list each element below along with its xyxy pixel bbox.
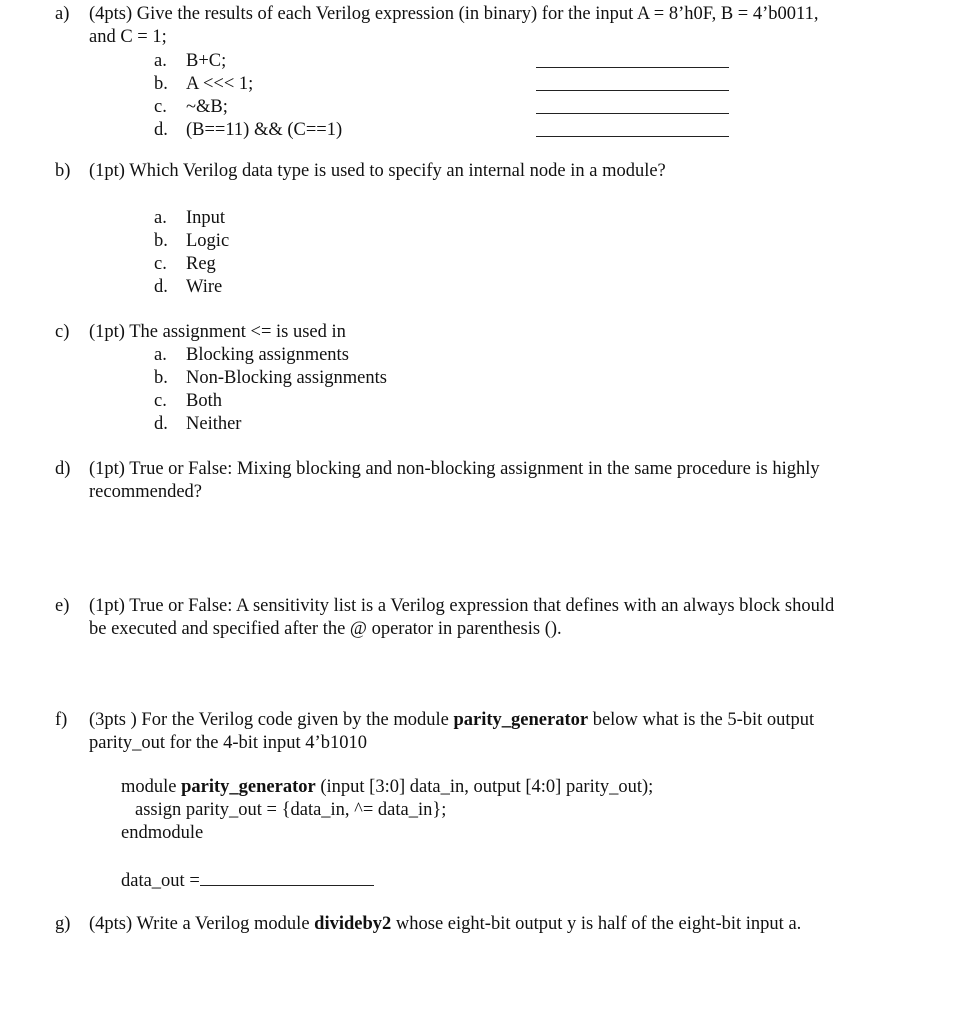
question-text: (1pt) True or False: A sensitivity list is a Verilog expression that defines with an always block should bbox=[89, 596, 835, 616]
option-text: Wire bbox=[186, 277, 223, 297]
module-name: divideby2 bbox=[314, 914, 392, 934]
question-number: g) bbox=[55, 914, 71, 934]
option-letter: d. bbox=[154, 414, 168, 434]
question-number: d) bbox=[55, 459, 71, 479]
question-g bbox=[55, 913, 955, 936]
question-number: f) bbox=[55, 710, 68, 730]
code-keyword: module bbox=[121, 777, 177, 797]
code-line-1 bbox=[121, 776, 653, 799]
option-text: (B==11) && (C==1) bbox=[186, 120, 343, 140]
option-text: B+C; bbox=[186, 51, 227, 71]
question-b bbox=[55, 160, 955, 183]
question-text-cont: be executed and specified after the @ operator in parenthesis (). bbox=[89, 619, 562, 639]
question-number: b) bbox=[55, 161, 71, 181]
question-text bbox=[89, 913, 955, 936]
question-text-post: below what is the 5-bit output bbox=[592, 710, 815, 730]
code-block bbox=[121, 776, 653, 845]
option-letter: b. bbox=[154, 74, 168, 94]
option-letter: d. bbox=[154, 277, 168, 297]
question-text-cont: and C = 1; bbox=[89, 27, 167, 47]
option-letter: a. bbox=[154, 345, 167, 365]
answer-blank[interactable] bbox=[536, 113, 729, 114]
option-text: Neither bbox=[186, 414, 242, 434]
option-text: Reg bbox=[186, 254, 216, 274]
answer-blank[interactable] bbox=[536, 67, 729, 68]
code-line-2: assign parity_out = {data_in, ^= data_in}; bbox=[135, 800, 447, 820]
option-text: Input bbox=[186, 208, 226, 228]
question-text-pre: (3pts ) For the Verilog code given by the module bbox=[89, 710, 449, 730]
option-letter: c. bbox=[154, 391, 167, 411]
code-module-name: parity_generator bbox=[181, 777, 316, 797]
option-letter: d. bbox=[154, 120, 168, 140]
option-letter: c. bbox=[154, 254, 167, 274]
question-number: a) bbox=[55, 4, 70, 24]
option-text: Non-Blocking assignments bbox=[186, 368, 387, 388]
question-text: (1pt) True or False: Mixing blocking and non-blocking assignment in the same procedure is highly bbox=[89, 459, 820, 479]
option-letter: a. bbox=[154, 208, 167, 228]
question-number: c) bbox=[55, 322, 70, 342]
option-text: Blocking assignments bbox=[186, 345, 349, 365]
question-text-cont: parity_out for the 4-bit input 4’b1010 bbox=[89, 733, 367, 753]
option-text: Both bbox=[186, 391, 222, 411]
answer-label: data_out = bbox=[121, 871, 200, 891]
question-text-pre: (4pts) Write a Verilog module bbox=[89, 914, 310, 934]
code-ports: (input [3:0] data_in, output [4:0] parity_out); bbox=[320, 777, 654, 797]
option-text: ~&B; bbox=[186, 97, 228, 117]
answer-blank[interactable] bbox=[536, 90, 729, 91]
module-name: parity_generator bbox=[453, 710, 589, 730]
option-text: Logic bbox=[186, 231, 230, 251]
question-text: (1pt) The assignment <= is used in bbox=[89, 322, 346, 342]
question-text: (1pt) Which Verilog data type is used to specify an internal node in a module? bbox=[89, 161, 666, 181]
option-text: A <<< 1; bbox=[186, 74, 254, 94]
question-c bbox=[55, 321, 955, 344]
code-line-3: endmodule bbox=[121, 823, 204, 843]
answer-blank[interactable] bbox=[536, 136, 729, 137]
answer-blank[interactable] bbox=[200, 868, 374, 886]
question-text-post: whose eight-bit output y is half of the eight-bit input a. bbox=[395, 914, 802, 934]
question-text bbox=[89, 709, 955, 732]
question-f bbox=[55, 709, 955, 755]
option-letter: a. bbox=[154, 51, 167, 71]
question-text-cont: recommended? bbox=[89, 482, 202, 502]
question-number: e) bbox=[55, 596, 70, 616]
option-letter: b. bbox=[154, 231, 168, 251]
question-text: (4pts) Give the results of each Verilog expression (in binary) for the input A = 8’h0F, B = 4’b0011, bbox=[89, 4, 819, 24]
question-a bbox=[55, 3, 955, 49]
question-d bbox=[55, 458, 955, 504]
answer-row bbox=[121, 868, 374, 893]
option-letter: b. bbox=[154, 368, 168, 388]
option-letter: c. bbox=[154, 97, 167, 117]
question-e bbox=[55, 595, 955, 641]
